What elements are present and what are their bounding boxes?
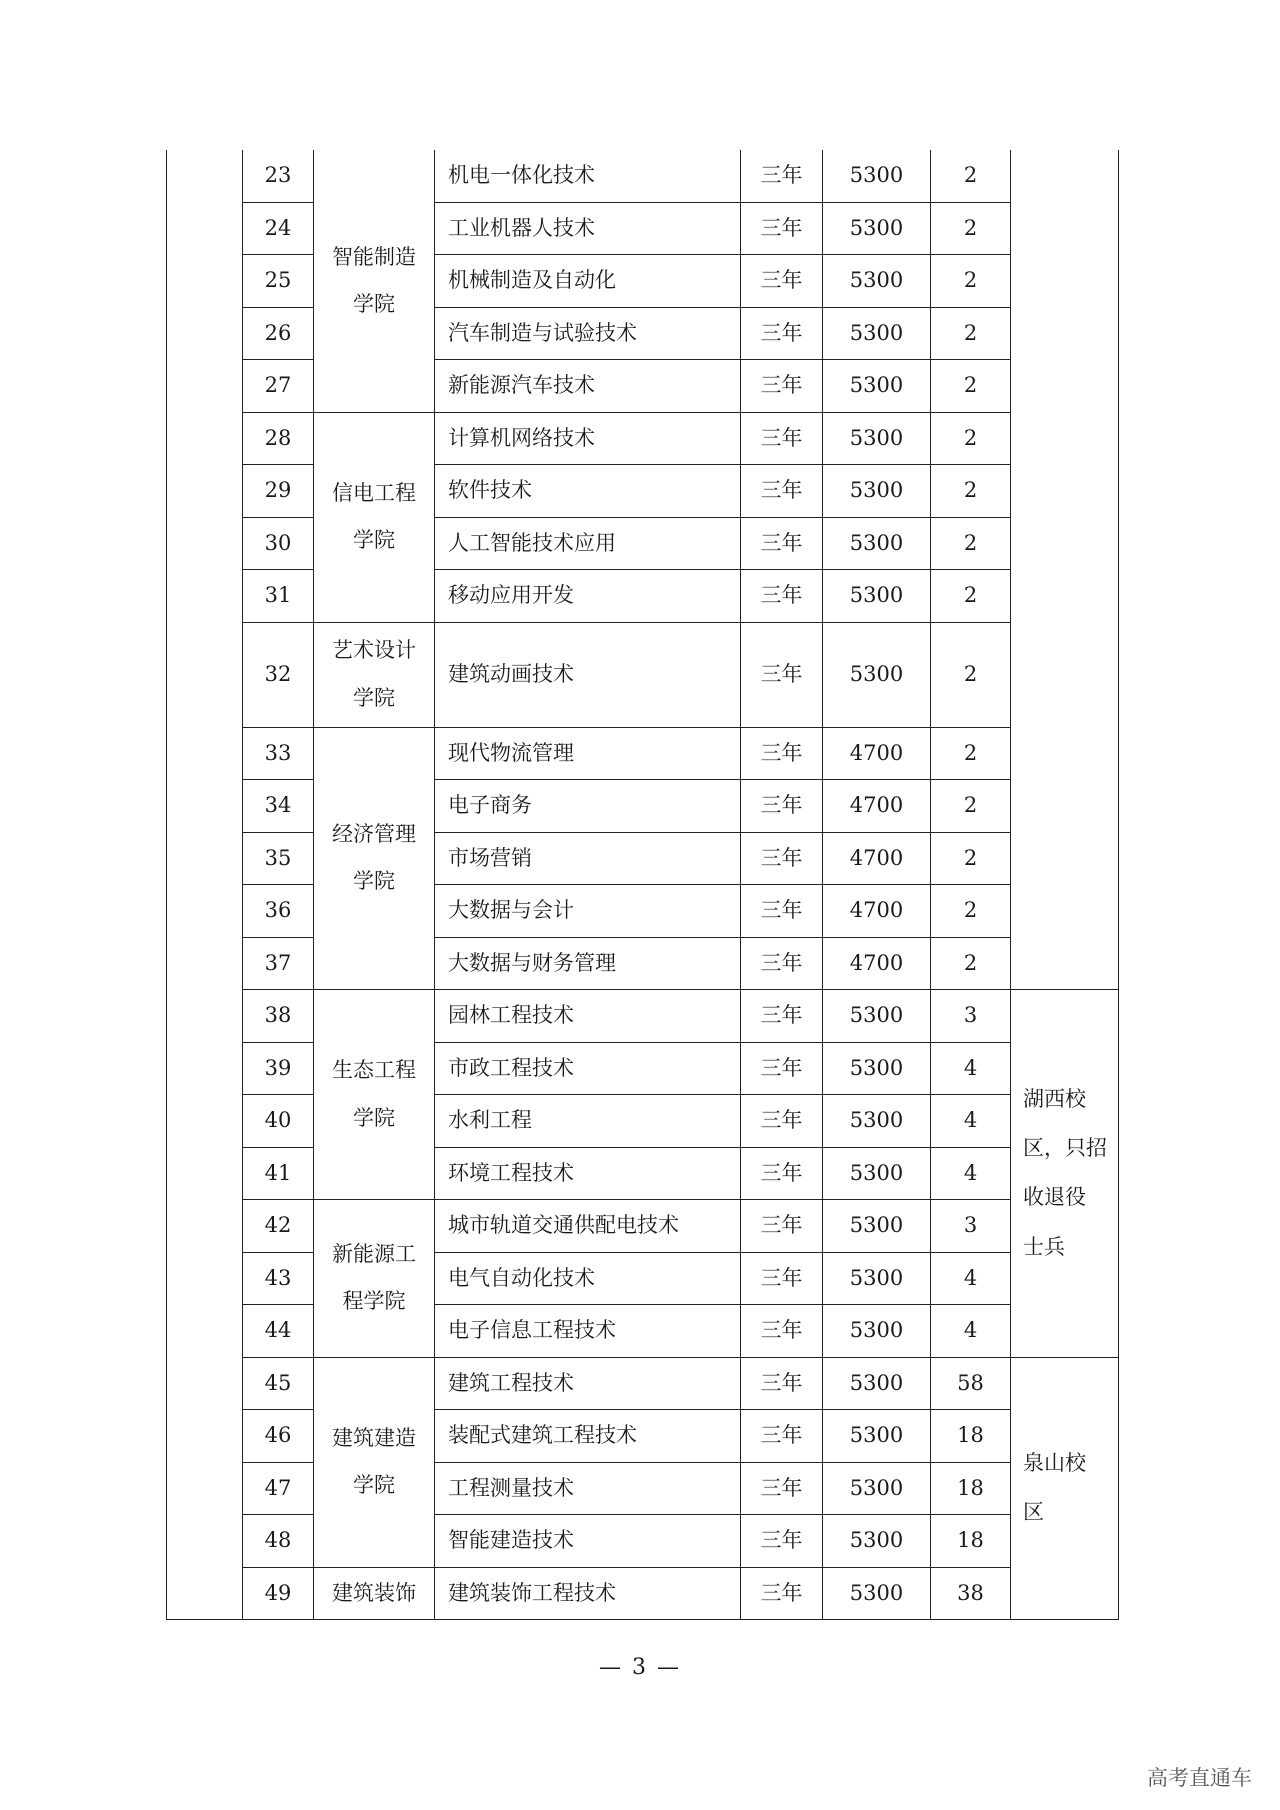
quota: 2 <box>931 937 1011 990</box>
major-name: 建筑装饰工程技术 <box>435 1567 741 1620</box>
table-row <box>167 1252 1120 1305</box>
row-number: 26 <box>243 307 314 360</box>
school-cell <box>314 1357 435 1567</box>
duration: 三年 <box>741 150 823 202</box>
major-name: 现代物流管理 <box>435 727 741 780</box>
table-row <box>167 465 1120 518</box>
duration: 三年 <box>741 622 823 727</box>
quota: 4 <box>931 1095 1011 1148</box>
school-cell <box>314 412 435 622</box>
row-number: 29 <box>243 465 314 518</box>
duration: 三年 <box>741 1147 823 1200</box>
major-name: 电子信息工程技术 <box>435 1305 741 1358</box>
tuition-fee: 5300 <box>823 1147 931 1200</box>
school-name-line: 生态工程 <box>332 1058 416 1083</box>
table-row <box>167 1410 1120 1463</box>
school-name-line: 智能制造 <box>332 244 416 269</box>
table-row <box>167 727 1120 780</box>
row-number: 31 <box>243 570 314 623</box>
table-row <box>167 1462 1120 1515</box>
tuition-fee: 5300 <box>823 990 931 1043</box>
table-row <box>167 570 1120 623</box>
school-cell <box>314 622 435 727</box>
tuition-fee: 5300 <box>823 1357 931 1410</box>
tuition-fee: 5300 <box>823 202 931 255</box>
school-name-line: 建筑装饰 <box>332 1580 416 1605</box>
row-number: 47 <box>243 1462 314 1515</box>
quota: 2 <box>931 570 1011 623</box>
major-name: 电气自动化技术 <box>435 1252 741 1305</box>
quota: 2 <box>931 885 1011 938</box>
tuition-fee: 4700 <box>823 832 931 885</box>
duration: 三年 <box>741 1095 823 1148</box>
duration: 三年 <box>741 1410 823 1463</box>
quota: 4 <box>931 1147 1011 1200</box>
row-number: 42 <box>243 1200 314 1253</box>
row-number: 24 <box>243 202 314 255</box>
major-name: 软件技术 <box>435 465 741 518</box>
table-row <box>167 255 1120 308</box>
quota: 18 <box>931 1410 1011 1463</box>
quota: 2 <box>931 150 1011 202</box>
remark-line: 区，只招 <box>1023 1135 1107 1160</box>
duration: 三年 <box>741 990 823 1043</box>
major-name: 人工智能技术应用 <box>435 517 741 570</box>
watermark-text: 高考直通车 <box>1147 1766 1252 1790</box>
major-name: 水利工程 <box>435 1095 741 1148</box>
duration: 三年 <box>741 780 823 833</box>
row-number: 23 <box>243 150 314 202</box>
quota: 3 <box>931 1200 1011 1253</box>
duration: 三年 <box>741 570 823 623</box>
duration: 三年 <box>741 727 823 780</box>
quota: 2 <box>931 307 1011 360</box>
duration: 三年 <box>741 1252 823 1305</box>
row-number: 33 <box>243 727 314 780</box>
tuition-fee: 5300 <box>823 517 931 570</box>
tuition-fee: 4700 <box>823 937 931 990</box>
tuition-fee: 5300 <box>823 1042 931 1095</box>
major-name: 园林工程技术 <box>435 990 741 1043</box>
tuition-fee: 5300 <box>823 150 931 202</box>
left-margin-cell <box>167 150 243 1620</box>
row-number: 37 <box>243 937 314 990</box>
tuition-fee: 5300 <box>823 1305 931 1358</box>
major-name: 市场营销 <box>435 832 741 885</box>
tuition-fee: 5300 <box>823 412 931 465</box>
table-row <box>167 622 1120 727</box>
school-name-line: 学院 <box>353 291 395 316</box>
quota: 38 <box>931 1567 1011 1620</box>
table-row <box>167 1042 1120 1095</box>
row-number: 45 <box>243 1357 314 1410</box>
row-number: 25 <box>243 255 314 308</box>
school-name-line: 学院 <box>353 869 395 894</box>
major-name: 大数据与财务管理 <box>435 937 741 990</box>
table-row <box>167 1305 1120 1358</box>
school-name-line: 信电工程 <box>332 480 416 505</box>
table-row <box>167 150 1120 202</box>
quota: 2 <box>931 202 1011 255</box>
row-number: 46 <box>243 1410 314 1463</box>
remark-line: 区 <box>1023 1500 1044 1525</box>
remark-line: 收退役 <box>1023 1185 1086 1210</box>
remark-cell <box>1011 1357 1119 1620</box>
quota: 4 <box>931 1305 1011 1358</box>
remark-cell <box>1011 990 1119 1358</box>
row-number: 32 <box>243 622 314 727</box>
major-name: 工业机器人技术 <box>435 202 741 255</box>
major-name: 工程测量技术 <box>435 1462 741 1515</box>
duration: 三年 <box>741 412 823 465</box>
row-number: 30 <box>243 517 314 570</box>
quota: 2 <box>931 255 1011 308</box>
major-name: 装配式建筑工程技术 <box>435 1410 741 1463</box>
quota: 2 <box>931 517 1011 570</box>
table-row <box>167 360 1120 413</box>
major-name: 城市轨道交通供配电技术 <box>435 1200 741 1253</box>
quota: 2 <box>931 412 1011 465</box>
major-name: 机械制造及自动化 <box>435 255 741 308</box>
school-name-line: 建筑建造 <box>332 1425 416 1450</box>
table-row <box>167 832 1120 885</box>
right-margin-cell <box>1119 150 1120 1620</box>
row-number: 36 <box>243 885 314 938</box>
major-name: 大数据与会计 <box>435 885 741 938</box>
row-number: 28 <box>243 412 314 465</box>
table-row <box>167 780 1120 833</box>
table-row <box>167 202 1120 255</box>
major-name: 新能源汽车技术 <box>435 360 741 413</box>
major-name: 机电一体化技术 <box>435 150 741 202</box>
duration: 三年 <box>741 1042 823 1095</box>
duration: 三年 <box>741 517 823 570</box>
quota: 2 <box>931 780 1011 833</box>
duration: 三年 <box>741 1567 823 1620</box>
table-row <box>167 885 1120 938</box>
school-name-line: 学院 <box>353 685 395 710</box>
tuition-fee: 5300 <box>823 622 931 727</box>
major-name: 智能建造技术 <box>435 1515 741 1568</box>
row-number: 34 <box>243 780 314 833</box>
duration: 三年 <box>741 360 823 413</box>
table-row <box>167 1200 1120 1253</box>
duration: 三年 <box>741 1462 823 1515</box>
duration: 三年 <box>741 885 823 938</box>
major-name: 建筑动画技术 <box>435 622 741 727</box>
row-number: 44 <box>243 1305 314 1358</box>
quota: 2 <box>931 727 1011 780</box>
row-number: 27 <box>243 360 314 413</box>
tuition-fee: 5300 <box>823 1095 931 1148</box>
duration: 三年 <box>741 202 823 255</box>
row-number: 41 <box>243 1147 314 1200</box>
row-number: 35 <box>243 832 314 885</box>
quota: 2 <box>931 832 1011 885</box>
table-row <box>167 1357 1120 1410</box>
quota: 18 <box>931 1515 1011 1568</box>
table-row <box>167 517 1120 570</box>
duration: 三年 <box>741 1515 823 1568</box>
major-name: 建筑工程技术 <box>435 1357 741 1410</box>
school-name-line: 学院 <box>353 528 395 552</box>
tuition-fee: 5300 <box>823 465 931 518</box>
quota: 3 <box>931 990 1011 1043</box>
row-number: 40 <box>243 1095 314 1148</box>
tuition-fee: 5300 <box>823 570 931 623</box>
tuition-fee: 5300 <box>823 1410 931 1463</box>
table-row <box>167 937 1120 990</box>
row-number: 48 <box>243 1515 314 1568</box>
tuition-fee: 5300 <box>823 1567 931 1620</box>
table-row <box>167 1567 1120 1620</box>
table-row <box>167 412 1120 465</box>
majors-table-body <box>167 150 1120 1620</box>
quota: 2 <box>931 360 1011 413</box>
remark-line: 湖西校 <box>1023 1086 1086 1111</box>
tuition-fee: 5300 <box>823 1200 931 1253</box>
school-name-line: 学院 <box>353 1473 395 1497</box>
remark-cell <box>1011 150 1119 990</box>
quota: 2 <box>931 465 1011 518</box>
major-name: 汽车制造与试验技术 <box>435 307 741 360</box>
remark-line: 泉山校 <box>1023 1450 1086 1475</box>
quota: 18 <box>931 1462 1011 1515</box>
school-cell <box>314 150 435 412</box>
duration: 三年 <box>741 255 823 308</box>
duration: 三年 <box>741 937 823 990</box>
major-name: 电子商务 <box>435 780 741 833</box>
major-name: 市政工程技术 <box>435 1042 741 1095</box>
tuition-fee: 4700 <box>823 780 931 833</box>
table-row <box>167 990 1120 1043</box>
row-number: 38 <box>243 990 314 1043</box>
school-name-line: 学院 <box>353 1105 395 1130</box>
school-cell <box>314 1200 435 1358</box>
tuition-fee: 5300 <box>823 1462 931 1515</box>
duration: 三年 <box>741 307 823 360</box>
duration: 三年 <box>741 1200 823 1253</box>
table-row <box>167 1147 1120 1200</box>
row-number: 43 <box>243 1252 314 1305</box>
table-row <box>167 307 1120 360</box>
table-row <box>167 1095 1120 1148</box>
duration: 三年 <box>741 465 823 518</box>
major-name: 计算机网络技术 <box>435 412 741 465</box>
quota: 4 <box>931 1042 1011 1095</box>
duration: 三年 <box>741 832 823 885</box>
tuition-fee: 5300 <box>823 1252 931 1305</box>
duration: 三年 <box>741 1357 823 1410</box>
duration: 三年 <box>741 1305 823 1358</box>
table-row <box>167 1515 1120 1568</box>
row-number: 39 <box>243 1042 314 1095</box>
remark-line: 士兵 <box>1023 1234 1065 1259</box>
tuition-fee: 5300 <box>823 255 931 308</box>
quota: 2 <box>931 622 1011 727</box>
tuition-fee: 4700 <box>823 885 931 938</box>
page-number: — 3 — <box>599 1655 681 1680</box>
school-cell <box>314 990 435 1200</box>
school-name-line: 新能源工 <box>332 1242 416 1266</box>
quota: 4 <box>931 1252 1011 1305</box>
majors-table <box>166 150 1119 1620</box>
tuition-fee: 4700 <box>823 727 931 780</box>
school-name-line: 艺术设计 <box>332 638 416 663</box>
school-cell <box>314 1567 435 1620</box>
tuition-fee: 5300 <box>823 1515 931 1568</box>
school-cell <box>314 727 435 990</box>
major-name: 移动应用开发 <box>435 570 741 623</box>
school-name-line: 程学院 <box>342 1289 406 1314</box>
tuition-fee: 5300 <box>823 360 931 413</box>
tuition-fee: 5300 <box>823 307 931 360</box>
quota: 58 <box>931 1357 1011 1410</box>
row-number: 49 <box>243 1567 314 1620</box>
major-name: 环境工程技术 <box>435 1147 741 1200</box>
school-name-line: 经济管理 <box>332 822 416 846</box>
